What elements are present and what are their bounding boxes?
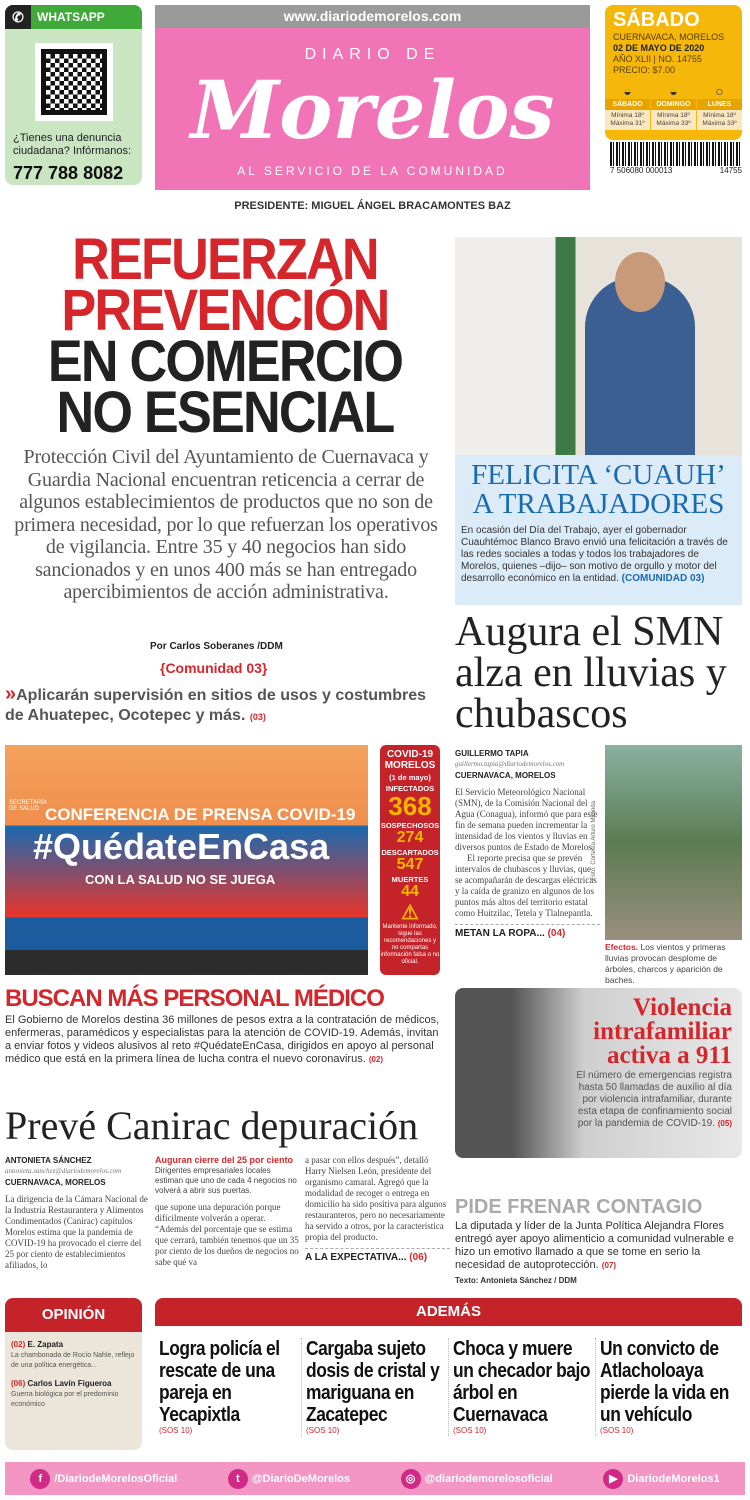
paragraph: El Servicio Meteorológico Nacional (SMN), de la Comisión Nacional del Agua (Conagua), informó que para este fin de semana pueden incrementar la intensidad de los vientos y lluvias en diversos puntos de Estado de Morelos. [455, 787, 598, 852]
barcode-issue: 14755 [719, 166, 742, 175]
canirac-col-1 [5, 1155, 150, 1271]
chevron-right-icon: » [5, 683, 17, 705]
story-title: Cargaba sujeto dosis de cristal y mariguana en Zacatepec [306, 1338, 440, 1426]
stat-label: SOSPECHOSOS [380, 821, 440, 830]
city: CUERNAVACA, MORELOS [613, 32, 725, 42]
social-label: /DiariodeMorelosOficial [54, 1472, 178, 1485]
facebook-link[interactable] [30, 1469, 177, 1489]
page-ref: (04) [547, 928, 566, 939]
date-box [605, 5, 742, 140]
violencia-story[interactable] [455, 988, 742, 1158]
instagram-icon: ◎ [401, 1469, 421, 1489]
author: ANTONIETA SÁNCHEZ [5, 1156, 92, 1165]
headline-line: NO ESENCIAL [56, 380, 394, 445]
social-label: @DiarioDeMorelos [251, 1472, 350, 1485]
twitter-icon: t [228, 1469, 248, 1489]
photo-text: CONFERENCIA DE PRENSA COVID-19 [45, 805, 356, 824]
canirac-col-3 [305, 1155, 450, 1263]
whatsapp-phone: 777 788 8082 [13, 163, 124, 183]
president-label: PRESIDENTE: [234, 200, 309, 212]
stat-value: 44 [401, 883, 419, 900]
pide-text [455, 1220, 742, 1287]
paragraph: a pasar con ellos después”, detalló Harry Nielsen León, presidente del organismo camaral. Agregó que la modalidad de recoger o entrega en domicilio ha sido positiva para algunos restauranteros, pero no necesariamente ha servido a otros, por la característica propia del producto. [305, 1155, 447, 1242]
whatsapp-box [5, 5, 142, 185]
columnist: Carlos Lavín Figueroa [27, 1379, 112, 1388]
sun-icon: ○ [715, 83, 724, 99]
whatsapp-question: ¿Tienes una denuncia ciudadana? Infórmanos: [13, 132, 132, 157]
page-ref: (02) [11, 1340, 26, 1349]
paragraph: El reporte precisa que se prevén intervalos de chubascos y lluvias, que se acompañarán de descargas eléctricas y la caída de granizo en algunos de los puntos más altos del territorio estatal como Huitzilac, Tetela y Tlalnepantla. [455, 853, 597, 918]
columnist: E. Zapata [27, 1340, 64, 1349]
covid-date: (1 de mayo) [389, 773, 431, 782]
dateline: CUERNAVACA, MORELOS [5, 1178, 106, 1187]
opinion-item[interactable] [5, 1371, 142, 1410]
fallen-tree-photo[interactable] [591, 745, 742, 940]
story-headline: FELICITA ‘CUAUH’ A TRABAJADORES [471, 459, 726, 520]
page-ref: (SOS 10) [159, 1426, 193, 1435]
column-title: La chambonada de Rocío Nahle, reflejo de una política energética... [11, 1352, 135, 1369]
subhead-text: Dirigentes empresariales locales estiman que uno de cada 4 negocios no volverá a abrir sus puertas. [155, 1166, 297, 1195]
youtube-icon: ▶ [603, 1469, 623, 1489]
masthead-top: DIARIO DE [304, 46, 441, 63]
opinion-title: OPINIÓN [5, 1298, 142, 1332]
twitter-link[interactable] [228, 1469, 350, 1489]
stat-label: INFECTADOS [385, 784, 435, 793]
photo-caption [605, 942, 745, 986]
min-temp: Mínima 18º [703, 112, 736, 119]
page-ref: (SOS 10) [306, 1426, 340, 1435]
instagram-link[interactable] [401, 1469, 553, 1489]
subhead: Auguran cierre del 25 por ciento [155, 1155, 294, 1165]
story-text: El Gobierno de Morelos destina 36 millones de pesos extra a la contratación de médicos, enfermeras, paramédicos y especialistas para la atención de COVID-19. Además, invitan a enviar fotos y videos alusivos al reto #QuédateEnCasa, dirigidos en apoyo al personal médico que está en la primera línea de lucha contra el nuevo coronavirus. [5, 1014, 440, 1065]
lead-headline[interactable] [10, 227, 440, 445]
max-temp: Máxima 31º [610, 120, 645, 127]
story-title: Un convicto de Atlacholoaya pierde la vida en un vehículo [600, 1338, 729, 1426]
headline-line: PREVENCIÓN [61, 278, 389, 343]
slogan: AL SERVICIO DE LA COMUNIDAD [237, 164, 508, 178]
section-ref[interactable]: {Comunidad 03} [160, 660, 268, 676]
weather-day-label: SÁBADO [605, 99, 650, 110]
caption-text: Los vientos y primeras lluvias provocan desplome de árboles, charcos y aparición de baches. [605, 942, 726, 985]
governor-photo[interactable] [455, 237, 742, 455]
story-text: En ocasión del Día del Trabajo, ayer el gobernador Cuauhtémoc Blanco Bravo envió una felicitación a través de las redes sociales a todas y todos los trabajadores de Morelos, quienes –dijo– son motivo de orgullo y motor del desarrollo económico en la entidad. [461, 525, 728, 584]
page-ref: (06) [11, 1379, 26, 1388]
date: 02 DE MAYO DE 2020 [613, 43, 705, 53]
price: PRECIO: $7.00 [613, 65, 676, 75]
paragraph: La dirigencia de la Cámara Nacional de la Industria Restaurantera y Alimentos Condimentados (Canirac) capítulos Morelos estima que la pandemia de COVID-19 ha provocado el cierre del 25 por ciento de establecimientos afiliados, lo [5, 1194, 148, 1270]
story-text: El número de emergencias registra hasta 50 llamadas de auxilio al día por violencia intrafamiliar, durante esta etapa de confinamiento social por la pandemia de COVID-19. [576, 1070, 732, 1129]
barcode-number: 7 506080 000013 [610, 166, 673, 175]
ademas-story[interactable] [595, 1338, 742, 1436]
related-link[interactable] [305, 1248, 450, 1263]
weather-day-label: LUNES [697, 99, 742, 110]
ademas-title: ADEMÁS [155, 1298, 742, 1326]
headline-line: EN COMERCIO [47, 329, 403, 394]
site-url[interactable]: www.diariodemorelos.com [155, 5, 590, 28]
canirac-col-2 [155, 1155, 300, 1268]
min-temp: Mínima 18º [611, 112, 644, 119]
canirac-headline[interactable]: Prevé Canirac depuración [5, 1103, 419, 1148]
president-line [155, 200, 590, 212]
press-conference-photo[interactable] [5, 745, 368, 975]
masthead [155, 28, 590, 190]
covid-title: COVID-19 MORELOS [384, 749, 436, 771]
photo-sec: SECRETARÍA DE SALUD [9, 800, 47, 812]
smn-headline[interactable]: Augura el SMN alza en lluvias y chubascos [455, 609, 727, 737]
min-temp: Mínima 18º [657, 112, 690, 119]
felicita-story[interactable] [455, 455, 742, 605]
page-ref: (COMUNIDAD 03) [621, 573, 705, 584]
photo-hashtag: #QuédateEnCasa [33, 826, 330, 867]
dateline: CUERNAVACA, MORELOS [455, 771, 556, 780]
warning-icon: ⚠ [401, 902, 419, 924]
partly-cloudy-icon: ◒ [669, 83, 678, 99]
stat-value: 547 [396, 856, 424, 873]
related-link[interactable] [455, 924, 600, 939]
ademas-box [155, 1298, 742, 1450]
related-link[interactable] [5, 684, 445, 727]
covid-stats-box [380, 745, 440, 975]
social-label: @diariodemorelosoficial [424, 1472, 553, 1485]
barcode [610, 142, 742, 177]
facebook-icon: f [30, 1469, 50, 1489]
issue: AÑO XLII | NO. 14755 [613, 54, 702, 64]
max-temp: Máxima 33º [702, 120, 737, 127]
weekday: SÁBADO [613, 9, 700, 31]
story-text: La diputada y líder de la Junta Política Alejandra Flores entregó ayer apoyo alimenticio a comunidad vulnerable e hizo un emotivo llamado a que se tome en serio la necesidad de autoprotección. [455, 1220, 734, 1271]
paragraph: que supone una depuración porque difícilmente volverán a operar. “Además del porcentaje que se estima que cerrará, también tenemos que un 35 por ciento de los dueños de negocios no sabe qué va [155, 1202, 299, 1267]
ademas-story[interactable] [301, 1338, 448, 1436]
max-temp: Máxima 33º [656, 120, 691, 127]
page-ref: (SOS 10) [453, 1426, 487, 1435]
author: GUILLERMO TAPIA [455, 749, 529, 758]
opinion-item[interactable] [5, 1332, 142, 1371]
social-footer [5, 1462, 745, 1495]
stat-value: 368 [388, 791, 432, 821]
page-ref: (05) [717, 1119, 732, 1128]
whatsapp-icon: ✆ [5, 5, 31, 29]
column-title: Guerra biológica por el predominio económico [11, 1391, 119, 1408]
story-title: Logra policía el rescate de una pareja en Yecapixtla [159, 1338, 280, 1426]
smn-article [455, 748, 600, 939]
social-label: DiariodeMorelos1 [627, 1472, 720, 1485]
stat-label: MUERTES [391, 875, 429, 884]
page-ref: (06) [409, 1252, 428, 1263]
newspaper-logo: Morelos [190, 63, 555, 157]
whatsapp-label: WHATSAPP [37, 10, 105, 24]
pide-headline[interactable]: PIDE FRENAR CONTAGIO [455, 1196, 703, 1218]
weather-day-label: DOMINGO [651, 99, 696, 110]
author-email[interactable]: antonieta.sanchez@diariodemorelos.com [5, 1167, 122, 1175]
stat-value: 274 [396, 829, 424, 846]
page-ref: (03) [249, 712, 266, 722]
covid-message: Mantente informado, sigue las recomendaciones y no compartas información falsa o no oficial. [380, 924, 440, 965]
page-ref: (SOS 10) [600, 1426, 634, 1435]
link-text: Aplicarán supervisión en sitios de usos y costumbres de Ahuatepec, Ocotepec y más. [5, 687, 427, 724]
related-text: METAN LA ROPA... [455, 928, 545, 939]
page-ref: (02) [368, 1055, 384, 1064]
page-ref: (07) [601, 1261, 617, 1270]
youtube-link[interactable] [603, 1469, 719, 1489]
caption-label: Efectos. [605, 942, 639, 952]
weather-day [697, 83, 742, 130]
story-title: Choca y muere un checador bajo árbol en Cuernavaca [453, 1338, 591, 1426]
ademas-story[interactable] [155, 1338, 301, 1436]
buscan-headline[interactable]: BUSCAN MÁS PERSONAL MÉDICO [5, 985, 384, 1012]
author-email[interactable]: guillermo.tapia@diariodemorelos.com [455, 760, 565, 768]
story-headline: Violencia intrafamiliar activa a 911 [593, 994, 732, 1069]
stat-label: DESCARTADOS [381, 848, 439, 857]
photo-credit: Foto: Cortesía Arturo Miranda [591, 800, 597, 880]
opinion-box [5, 1298, 142, 1450]
photo-text: CON LA SALUD NO SE JUEGA [85, 872, 276, 887]
related-text: A LA EXPECTATIVA... [305, 1252, 407, 1263]
qr-code[interactable] [35, 43, 113, 121]
source: Texto: Antonieta Sánchez / DDM [455, 1276, 577, 1285]
headline-line: REFUERZAN [72, 227, 378, 292]
partly-cloudy-icon: ◒ [623, 83, 632, 99]
byline: Por Carlos Soberanes /DDM [150, 641, 283, 652]
president-name: MIGUEL ÁNGEL BRACAMONTES BAZ [311, 200, 511, 212]
buscan-text [5, 1014, 445, 1066]
lead-deck: Protección Civil del Ayuntamiento de Cuernavaca y Guardia Nacional encuentran reticencia a cerrar de algunos establecimientos de productos que no son de primera necesidad, por lo que refuerzan los operativos de vigilancia. Entre 35 y 40 negocios han sido sancionados y en unos 400 más se han entregado apercibimientos de acción administrativa. [14, 446, 438, 603]
weather-day [651, 83, 696, 130]
ademas-story[interactable] [448, 1338, 595, 1436]
weather-day [605, 83, 650, 130]
